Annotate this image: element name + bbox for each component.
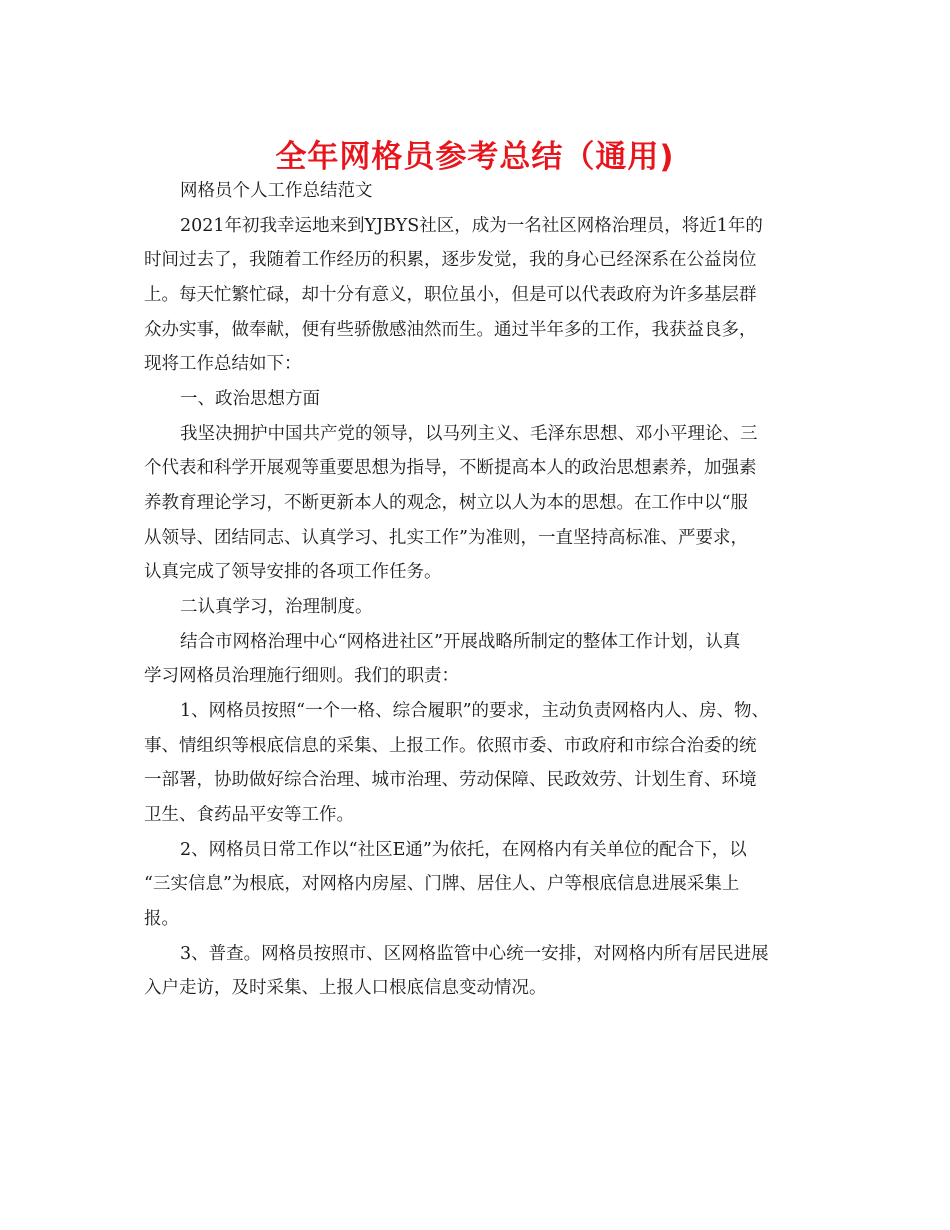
text-line: 时间过去了，我随着工作经历的积累，逐步发觉，我的身心已经深系在公益岗位 (144, 250, 757, 270)
text-line: 个代表和科学开展观等重要思想为指导，不断提高本人的政治思想素养，加强素 (144, 458, 757, 478)
text-line: 1、网格员按照“一个一格、综合履职”的要求，主动负责网格内人、房、物、 (180, 701, 770, 721)
text-line: 2021年初我幸运地来到YJBYS社区，成为一名社区网格治理员，将近1年的 (180, 216, 763, 236)
text-line: 众办实事，做奉献，便有些骄傲感油然而生。通过半年多的工作，我获益良多， (144, 320, 757, 340)
text-line: 养教育理论学习，不断更新本人的观念，树立以人为本的思想。在工作中以“服 (144, 493, 748, 513)
text-line: 从领导、团结同志、认真学习、扎实工作”为准则，一直坚持高标准、严要求， (144, 528, 748, 548)
document-title: 全年网格员参考总结（通用) (275, 139, 675, 175)
section-subtitle: 网格员个人工作总结范文 (180, 181, 373, 201)
text-line: 3、普查。网格员按照市、区网格监管中心统一安排，对网格内所有居民进展 (180, 944, 769, 964)
text-line: “三实信息”为根底，对网格内房屋、门牌、居住人、户等根底信息进展采集上 (144, 874, 740, 894)
text-line: 认真完成了领导安排的各项工作任务。 (144, 562, 442, 582)
text-line: 一部署，协助做好综合治理、城市治理、劳动保障、民政效劳、计划生育、环境 (144, 770, 757, 790)
text-line: 报。 (144, 909, 179, 929)
text-line: 卫生、食药品平安等工作。 (144, 805, 354, 825)
text-line: 现将工作总结如下： (144, 354, 302, 374)
text-line: 我坚决拥护中国共产党的领导，以马列主义、毛泽东思想、邓小平理论、三 (180, 424, 758, 444)
text-line: 学习网格员治理施行细则。我们的职责： (144, 666, 459, 686)
text-line: 入户走访，及时采集、上报人口根底信息变动情况。 (144, 978, 547, 998)
text-line: 事、情组织等根底信息的采集、上报工作。依照市委、市政府和市综合治委的统 (144, 736, 757, 756)
section-heading: 一、政治思想方面 (180, 389, 320, 409)
section-heading: 二认真学习，治理制度。 (180, 597, 373, 617)
text-line: 2、网格员日常工作以“社区E通”为依托，在网格内有关单位的配合下，以 (180, 840, 747, 860)
text-line: 上。每天忙繁忙碌，却十分有意义，职位虽小，但是可以代表政府为许多基层群 (144, 285, 757, 305)
text-line: 结合市网格治理中心“网格进社区”开展战略所制定的整体工作计划，认真 (180, 632, 741, 652)
